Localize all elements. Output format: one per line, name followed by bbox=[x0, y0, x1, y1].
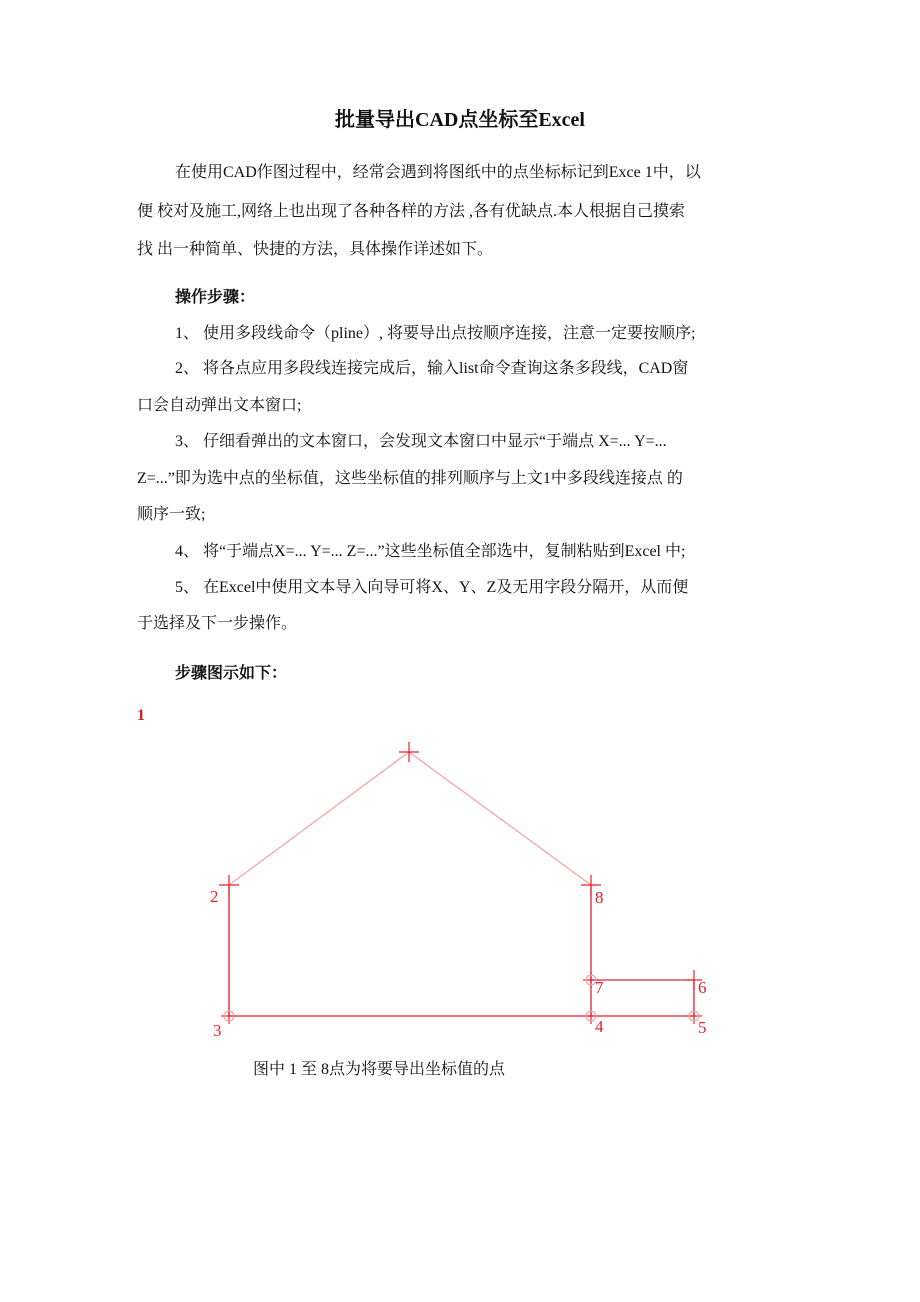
point-label-8: 8 bbox=[595, 888, 604, 907]
point-label-6: 6 bbox=[698, 978, 707, 997]
document-title: 批量导出CAD点坐标至Excel bbox=[335, 109, 585, 131]
point-2-cross-icon bbox=[219, 875, 239, 895]
step-3-line-3: 顺序一致; bbox=[137, 506, 206, 523]
intro-line-2: 便 校对及施工,网络上也出现了各种各样的方法 ,各有优缺点.本人根据自己摸索 bbox=[137, 203, 686, 220]
intro-line-3: 找 出一种简单、快捷的方法，具体操作详述如下。 bbox=[137, 241, 494, 258]
figure-number: 1 bbox=[137, 707, 145, 724]
point-3-cross-icon bbox=[221, 1008, 237, 1024]
point-labels bbox=[210, 887, 707, 1040]
point-1-cross-icon bbox=[399, 742, 419, 762]
step-1: 1、 使用多段线命令（pline）, 将要导出点按顺序连接，注意一定要按顺序; bbox=[175, 325, 696, 342]
step-5-line-1: 5、 在Excel中使用文本导入向导可将X、Y、Z及无用字段分隔开，从而便 bbox=[175, 579, 689, 596]
steps-heading: 操作步骤： bbox=[175, 289, 256, 306]
figure-caption: 图中 1 至 8点为将要导出坐标值的点 bbox=[253, 1061, 506, 1078]
segment-1-2 bbox=[229, 752, 409, 885]
step-4: 4、 将“于端点X=... Y=... Z=...”这些坐标值全部选中，复制粘贴到Excel 中; bbox=[175, 543, 686, 560]
step-5-line-2: 于选择及下一步操作。 bbox=[137, 615, 298, 632]
step-2-line-1: 2、 将各点应用多段线连接完成后，输入list命令查询这条多段线，CAD窗 bbox=[175, 360, 689, 377]
step-3-line-2: Z=...”即为选中点的坐标值，这些坐标值的排列顺序与上文1中多段线连接点 的 bbox=[137, 470, 683, 487]
point-markers bbox=[219, 742, 702, 1024]
segment-1-8 bbox=[409, 752, 591, 885]
point-label-7: 7 bbox=[595, 978, 604, 997]
step-2-line-2: 口会自动弹出文本窗口; bbox=[137, 397, 302, 414]
figures-heading: 步骤图示如下： bbox=[175, 665, 288, 682]
step-3-line-1: 3、 仔细看弹出的文本窗口，会发现文本窗口中显示“于端点 X=... Y=... bbox=[175, 433, 667, 450]
polyline-segments bbox=[229, 752, 694, 1016]
point-label-2: 2 bbox=[210, 887, 219, 906]
point-label-4: 4 bbox=[595, 1017, 604, 1036]
intro-line-1: 在使用CAD作图过程中，经常会遇到将图纸中的点坐标标记到Exce 1中，以 bbox=[175, 164, 701, 181]
point-label-5: 5 bbox=[698, 1018, 707, 1037]
point-label-3: 3 bbox=[213, 1021, 222, 1040]
